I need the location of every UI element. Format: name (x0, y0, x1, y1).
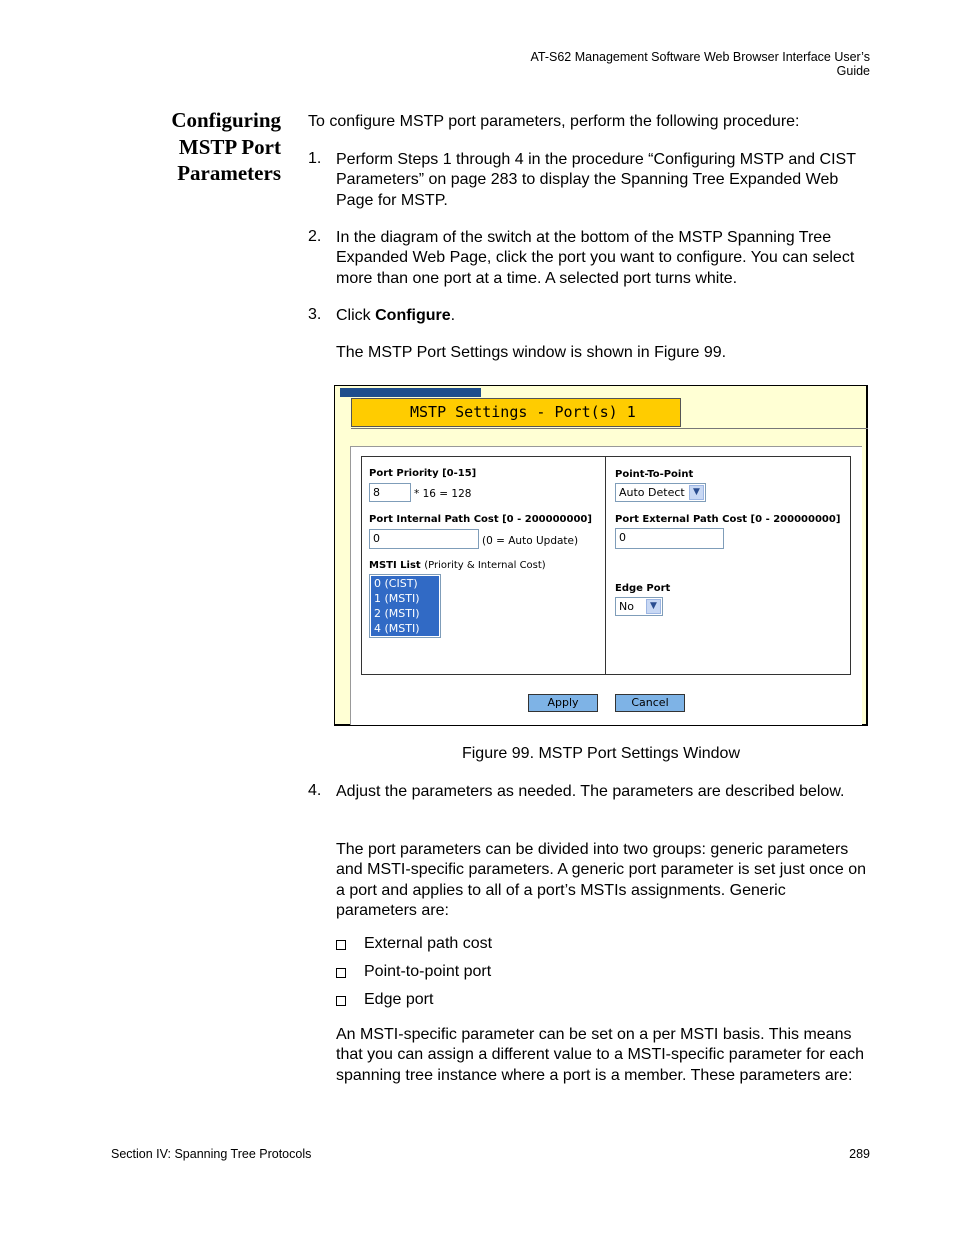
edge-port-value: No (619, 600, 634, 613)
port-priority-multiplier: * 16 = 128 (414, 488, 472, 500)
step-3-prefix: Click (336, 307, 376, 324)
title-rule (351, 428, 868, 429)
intro-paragraph: To configure MSTP port parameters, perform the following procedure: (308, 113, 800, 130)
step-3-number: 3. (308, 306, 322, 323)
step-2-text: In the diagram of the switch at the bottom of the MSTP Spanning Tree Expanded Web Page, click the port you want to configure. You can select more than one port at a time. A selected port turns white. (336, 229, 855, 287)
section-heading (150, 107, 281, 187)
step-2-number: 2. (308, 228, 322, 245)
edge-port-label: Edge Port (615, 583, 671, 594)
window-title: MSTP Settings - Port(s) 1 (351, 398, 681, 427)
step-3-note: The MSTP Port Settings window is shown in Figure 99. (336, 344, 727, 361)
point-to-point-value: Auto Detect (619, 486, 685, 499)
section-heading-line-1: Configuring (171, 108, 281, 132)
step-4-number: 4. (308, 782, 322, 799)
msti-option[interactable]: 4 (MSTI) (371, 621, 439, 636)
page-number: 289 (849, 1147, 870, 1161)
generic-parameters-paragraph: The port parameters can be divided into two groups: generic parameters and MSTI-specific parameters. A generic port parameter is set just once on a port and applies to all of a port’s MSTIs assignments. Generic parameters are: (336, 841, 867, 919)
step-1-number: 1. (308, 150, 322, 167)
running-header: AT-S62 Management Software Web Browser Interface User’s Guide (530, 50, 870, 78)
internal-path-cost-input[interactable]: 0 (369, 529, 479, 549)
step-3-text (336, 306, 871, 326)
step-4-text: Adjust the parameters as needed. The parameters are described below. (336, 783, 845, 800)
msti-listbox[interactable] (369, 574, 441, 638)
checkbox-bullet-icon (336, 968, 346, 978)
msti-option[interactable]: 0 (CIST) (371, 576, 439, 591)
point-to-point-select[interactable] (615, 483, 706, 502)
step-1-text: Perform Steps 1 through 4 in the procedure “Configuring MSTP and CIST Parameters” on page 283 to display the Spanning Tree Expanded Web Page for MSTP. (336, 151, 856, 209)
msti-list-label-text: MSTI List (369, 560, 421, 571)
chevron-down-icon[interactable]: ▼ (689, 485, 704, 500)
msti-specific-paragraph: An MSTI-specific parameter can be set on a per MSTI basis. This means that you can assign a different value to a MSTI-specific parameter for each spanning tree instance where a port is a member. These parameters are: (336, 1026, 864, 1084)
figure-caption: Figure 99. MSTP Port Settings Window (461, 745, 741, 762)
internal-path-cost-hint: (0 = Auto Update) (482, 535, 579, 547)
bullet-item: Point-to-point port (364, 963, 492, 980)
msti-option[interactable]: 1 (MSTI) (371, 591, 439, 606)
footer-section: Section IV: Spanning Tree Protocols (111, 1147, 312, 1161)
point-to-point-label: Point-To-Point (615, 469, 694, 480)
external-path-cost-input[interactable]: 0 (615, 528, 724, 549)
internal-path-cost-label: Port Internal Path Cost [0 - 200000000] (369, 514, 592, 525)
bullet-item: External path cost (364, 935, 493, 952)
external-path-cost-label: Port External Path Cost [0 - 200000000] (615, 514, 841, 525)
column-divider (605, 457, 606, 674)
checkbox-bullet-icon (336, 996, 346, 1006)
edge-port-select[interactable] (615, 597, 663, 616)
cancel-button[interactable]: Cancel (615, 694, 685, 712)
apply-button[interactable]: Apply (528, 694, 598, 712)
port-priority-label: Port Priority [0-15] (369, 468, 477, 479)
port-priority-input[interactable]: 8 (369, 483, 411, 502)
msti-list-hint: (Priority & Internal Cost) (424, 560, 546, 571)
checkbox-bullet-icon (336, 940, 346, 950)
section-heading-line-3: Parameters (177, 161, 281, 185)
step-3-suffix: . (450, 307, 456, 324)
step-3-bold: Configure (375, 307, 451, 324)
msti-option[interactable]: 2 (MSTI) (371, 606, 439, 621)
bullet-item: Edge port (364, 991, 434, 1008)
msti-list-label (369, 560, 546, 571)
window-tab (340, 388, 481, 397)
chevron-down-icon[interactable]: ▼ (646, 599, 661, 614)
section-heading-line-2: MSTP Port (178, 134, 281, 159)
